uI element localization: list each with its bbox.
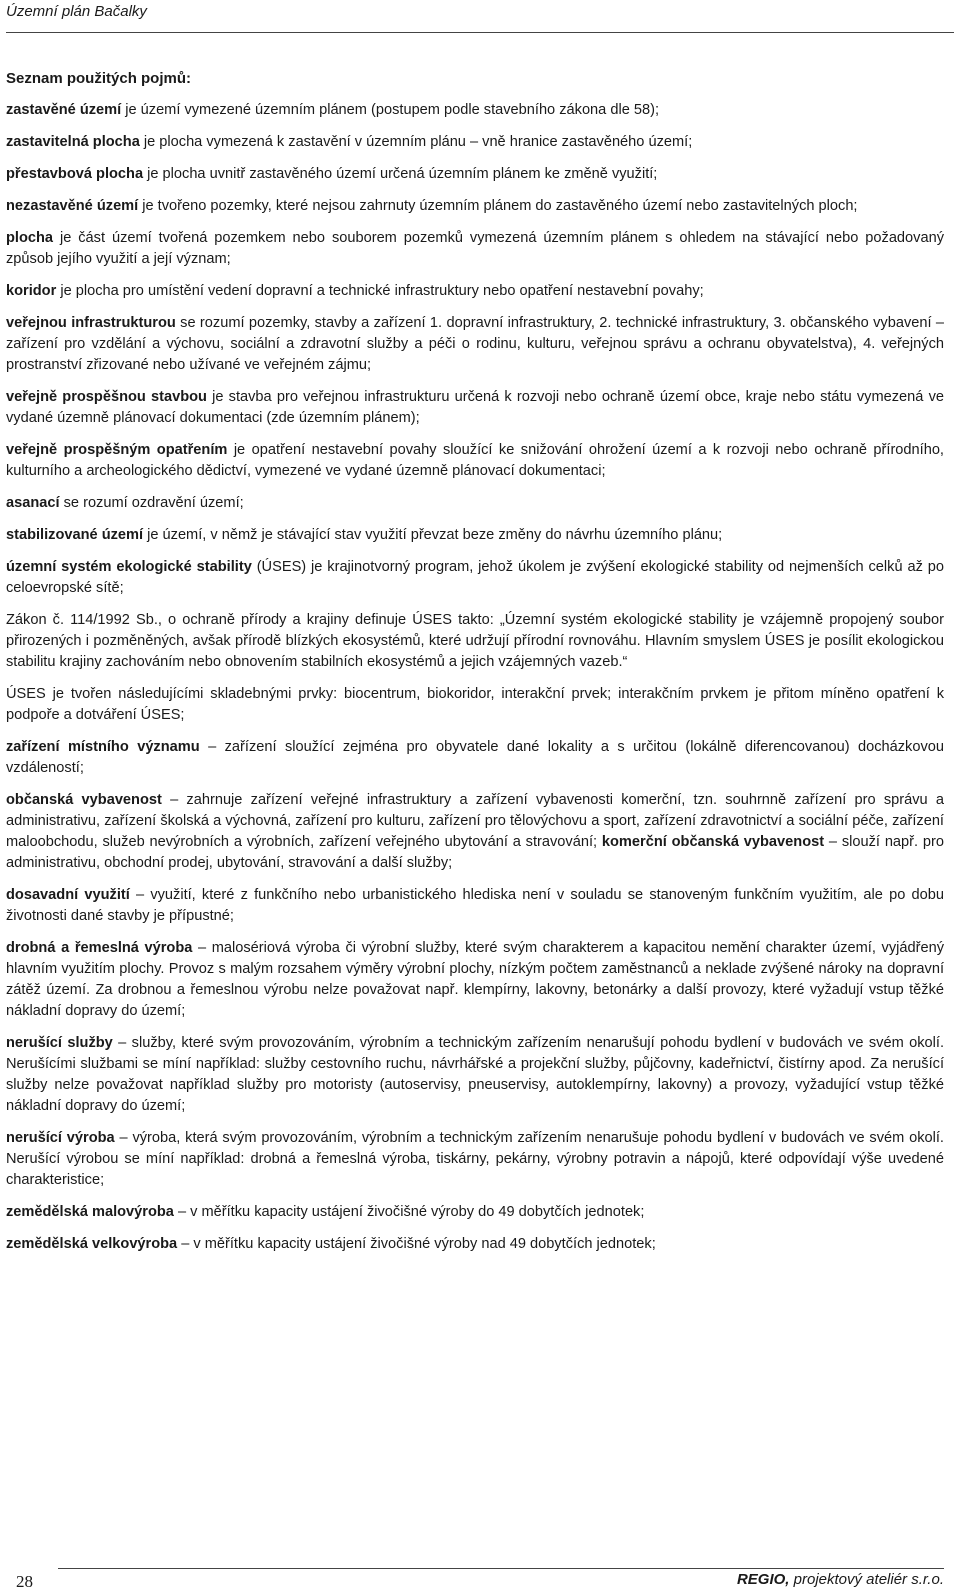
term-name: nerušící výroba bbox=[6, 1130, 115, 1146]
term-definition bbox=[6, 100, 944, 121]
term-definition bbox=[6, 885, 944, 927]
term-name: zařízení místního významu bbox=[6, 739, 200, 755]
term-definition bbox=[6, 228, 944, 270]
term-text: (ÚSES) je krajinotvorný program, jehož úkolem je zvýšení ekologické stability od nejmenších celků až po celoevropské sítě; bbox=[6, 559, 944, 596]
term-definition bbox=[6, 493, 944, 514]
term-text: je plocha vymezená k zastavění v územním plánu – vně hranice zastavěného území; bbox=[139, 134, 693, 150]
term-name: nerušící služby bbox=[6, 1035, 113, 1051]
term-definition bbox=[6, 387, 944, 429]
term-text: se rozumí ozdravění území; bbox=[59, 495, 244, 511]
term-definition bbox=[6, 132, 944, 153]
term-definition bbox=[6, 684, 944, 726]
term-name: zastavitelná plocha bbox=[6, 134, 140, 150]
term-text: – v měřítku kapacity ustájení živočišné výroby nad 49 dobytčích jednotek; bbox=[177, 1236, 656, 1252]
term-name: plocha bbox=[6, 230, 54, 246]
term-text: – zařízení sloužící zejména pro obyvatele dané lokality a s určitou (lokálně diferencovanou) docházkovou vzdáleností; bbox=[6, 739, 944, 776]
term-name: zastavěné území bbox=[6, 102, 122, 118]
term-name: veřejně prospěšným opatřením bbox=[6, 442, 228, 458]
term-definition bbox=[6, 313, 944, 376]
term-definition bbox=[6, 1234, 944, 1255]
term-name: přestavbová plocha bbox=[6, 166, 144, 182]
term-text: – využití, které z funkčního nebo urbanistického hlediska není v souladu se stanoveným funkčním využitím, ale po dobu životnosti dané stavby je přípustné; bbox=[6, 887, 944, 924]
company-name: REGIO, bbox=[736, 1571, 790, 1588]
term-definition bbox=[6, 1202, 944, 1223]
term-name: územní systém ekologické stability bbox=[6, 559, 252, 575]
term-name: dosavadní využití bbox=[6, 887, 130, 903]
term-definition bbox=[6, 196, 944, 217]
term-name: zemědělská velkovýroba bbox=[6, 1236, 178, 1252]
term-text: – výroba, která svým provozováním, výrobním a technickým zařízením nenarušuje pohodu bydlení v budovách ve svém okolí. Nerušící výrobou se míní například: drobná a řemeslná výroba, tiskárny, pekárny, výrobny potravin a nápojů, které odpovídají výše uvedené charakteristice; bbox=[6, 1130, 944, 1188]
company-suffix: projektový ateliér s.r.o. bbox=[789, 1571, 944, 1588]
term-name: stabilizované území bbox=[6, 527, 144, 543]
term-text: se rozumí pozemky, stavby a zařízení 1. dopravní infrastruktury, 2. technické infrastruktury, 3. občanského vybavení – zařízení pro vzdělání a výchovu, sociální a zdravotní služby a péči o rodinu, kulturu, veřejnou správu a ochranu obyvatelstva), 4. veřejných prostranství zřizované nebo užívané ve veřejném zájmu; bbox=[6, 315, 945, 373]
footer-company bbox=[737, 1571, 944, 1588]
term-text: – zahrnuje zařízení veřejné infrastruktury a zařízení vybavenosti komerční, tzn. souhrnně zařízení pro správu a administrativu, zařízení školská a výchovná, zařízení pro kulturu, zařízení pro tělovýchovu a sport, zařízení zdravotnictví a sociální péče, zařízení maloobchodu, služeb nevýrobních a výrobních, zařízení veřejného ubytování a stravování; bbox=[6, 792, 944, 850]
term-text: – slouží např. pro administrativu, obchodní prodej, ubytování, stravování a další služby; bbox=[6, 834, 945, 871]
term-definition bbox=[6, 938, 944, 1022]
term-text: ÚSES je tvořen následujícími skladebnými prvky: biocentrum, biokoridor, interakční prvek; interakčním prvkem je přitom míněno opatření k podpoře a dotváření ÚSES; bbox=[6, 686, 944, 723]
term-name: drobná a řemeslná výroba bbox=[6, 940, 193, 956]
document-title: Územní plán Bačalky bbox=[6, 3, 147, 20]
term-definition bbox=[6, 164, 944, 185]
page-header bbox=[6, 2, 954, 33]
term-text: je plocha uvnitř zastavěného území určená územním plánem ke změně využití; bbox=[143, 166, 658, 182]
term-definition bbox=[6, 1128, 944, 1191]
term-text: je část území tvořená pozemkem nebo souborem pozemků vymezená územním plánem s ohledem na stávající nebo požadovaný způsob jejího využití a její význam; bbox=[6, 230, 944, 267]
term-definition bbox=[6, 790, 944, 874]
term-definition bbox=[6, 525, 944, 546]
term-definition bbox=[6, 281, 944, 302]
term-name: komerční občanská vybavenost bbox=[601, 834, 825, 850]
terms-list bbox=[6, 100, 944, 1255]
term-text: je stavba pro veřejnou infrastrukturu určená k rozvoji nebo ochraně území obce, kraje nebo státu vymezená ve vydané územně plánovací dokumentaci (zde územním plánem); bbox=[6, 389, 944, 426]
term-name: asanací bbox=[6, 495, 60, 511]
term-name: nezastavěné území bbox=[6, 198, 139, 214]
section-title: Seznam použitých pojmů: bbox=[6, 70, 192, 87]
document-body bbox=[6, 68, 944, 1266]
term-name: veřejnou infrastrukturou bbox=[6, 315, 176, 331]
term-text: je území vymezené územním plánem (postupem podle stavebního zákona dle 58); bbox=[121, 102, 660, 118]
term-definition bbox=[6, 1033, 944, 1117]
footer-divider bbox=[58, 1568, 944, 1569]
term-text: je plocha pro umístění vedení dopravní a technické infrastruktury nebo opatření nestavební povahy; bbox=[56, 283, 704, 299]
term-name: zemědělská malovýroba bbox=[6, 1204, 174, 1220]
term-text: je opatření nestavební povahy sloužící ke snižování ohrožení území a k rozvoji nebo ochraně přírodního, kulturního a archeologického dědictví, vymezené ve vydané územně plánovací dokumentaci; bbox=[6, 442, 944, 479]
term-name: občanská vybavenost bbox=[6, 792, 162, 808]
term-definition bbox=[6, 737, 944, 779]
term-text: – malosériová výroba či výrobní služby, které svým charakterem a kapacitou nemění charakter území, vyjádřený hlavním využitím plochy. Provoz s malým rozsahem výměry výrobní plochy, nízkým počtem zaměstnanců a neklade zvýšené nároky na dopravní zátěž území. Za drobnou a řemeslnou výrobu nelze považovat např. klempírny, lakovny, betonárky a další provozy, které vyžadují vstup těžké nákladní dopravy do území; bbox=[6, 940, 944, 1019]
term-text: – služby, které svým provozováním, výrobním a technickým zařízením nenarušují pohodu bydlení v budovách ve svém okolí. Nerušícími službami se míní například: služby cestovního ruchu, návrhářské a projekční služby, půjčovny, kadeřnictví, čistírny apod. Za nerušící služby nelze považovat například služby pro motoristy (autoservisy, pneuservisy, autoklempírny, lakovny) a provozy, vyžadující vstup těžké nákladní dopravy do území; bbox=[6, 1035, 945, 1114]
term-name: koridor bbox=[6, 283, 57, 299]
term-text: Zákon č. 114/1992 Sb., o ochraně přírody a krajiny definuje ÚSES takto: „Územní systém ekologické stability je vzájemně propojený soubor přirozených i pozměněných, avšak přírodě blízkých ekosystémů, které udržují přírodní rovnováhu. Hlavním smyslem ÚSES je posílit ekologickou stabilitu krajiny zachováním nebo obnovením stabilních ekosystémů a jejich vzájemných vazeb.“ bbox=[6, 612, 944, 670]
term-text: je tvořeno pozemky, které nejsou zahrnuty územním plánem do zastavěného území nebo zastavitelných ploch; bbox=[138, 198, 858, 214]
term-definition bbox=[6, 557, 944, 599]
term-name: veřejně prospěšnou stavbou bbox=[6, 389, 207, 405]
page-number: 28 bbox=[16, 1572, 33, 1591]
term-definition bbox=[6, 440, 944, 482]
term-text: je území, v němž je stávající stav využití převzat beze změny do návrhu územního plánu; bbox=[143, 527, 723, 543]
term-definition bbox=[6, 610, 944, 673]
term-text: – v měřítku kapacity ustájení živočišné výroby do 49 dobytčích jednotek; bbox=[173, 1204, 645, 1220]
